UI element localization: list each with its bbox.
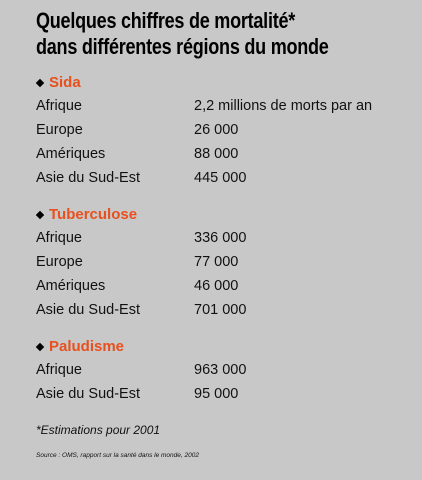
mortality-value: 77 000: [194, 254, 239, 270]
table-row: [36, 358, 416, 382]
source-citation: Source : OMS, rapport sur la santé dans le monde, 2002: [36, 452, 199, 459]
section-tuberculose: [36, 204, 416, 322]
section-sida: [36, 72, 416, 190]
region-label: Asie du Sud-Est: [36, 170, 140, 186]
mortality-value: 46 000: [194, 278, 239, 294]
mortality-value: 2,2 millions de morts par an: [194, 98, 373, 114]
section-heading: [36, 336, 416, 358]
mortality-value: 26 000: [194, 122, 239, 138]
section-paludisme: [36, 336, 416, 406]
table-row: [36, 250, 416, 274]
footnote: *Estimations pour 2001: [36, 423, 161, 437]
region-label: Europe: [36, 122, 83, 138]
region-label: Afrique: [36, 362, 82, 378]
region-label: Asie du Sud-Est: [36, 302, 140, 318]
mortality-value: 336 000: [194, 230, 247, 246]
table-row: [36, 142, 416, 166]
table-row: [36, 94, 416, 118]
region-label: Afrique: [36, 98, 82, 114]
diamond-bullet-icon: [36, 211, 44, 219]
diamond-bullet-icon: [36, 79, 44, 87]
section-heading-label: Tuberculose: [49, 206, 138, 223]
region-label: Amériques: [36, 278, 106, 294]
table-row: [36, 118, 416, 142]
section-heading: [36, 72, 416, 94]
mortality-value: 88 000: [194, 146, 239, 162]
region-label: Amériques: [36, 146, 106, 162]
region-label: Asie du Sud-Est: [36, 386, 140, 402]
mortality-value: 445 000: [194, 170, 247, 186]
mortality-value: 963 000: [194, 362, 247, 378]
title-line-2: dans différentes régions du monde: [36, 34, 329, 59]
region-label: Afrique: [36, 230, 82, 246]
table-row: [36, 226, 416, 250]
page-title: [36, 8, 421, 60]
mortality-value: 701 000: [194, 302, 247, 318]
table-row: [36, 382, 416, 406]
region-label: Europe: [36, 254, 83, 270]
diamond-bullet-icon: [36, 343, 44, 351]
table-row: [36, 166, 416, 190]
mortality-value: 95 000: [194, 386, 239, 402]
title-line-1: Quelques chiffres de mortalité*: [36, 8, 296, 33]
section-heading-label: Paludisme: [49, 338, 125, 355]
section-heading: [36, 204, 416, 226]
table-row: [36, 298, 416, 322]
section-heading-label: Sida: [49, 74, 81, 91]
table-row: [36, 274, 416, 298]
